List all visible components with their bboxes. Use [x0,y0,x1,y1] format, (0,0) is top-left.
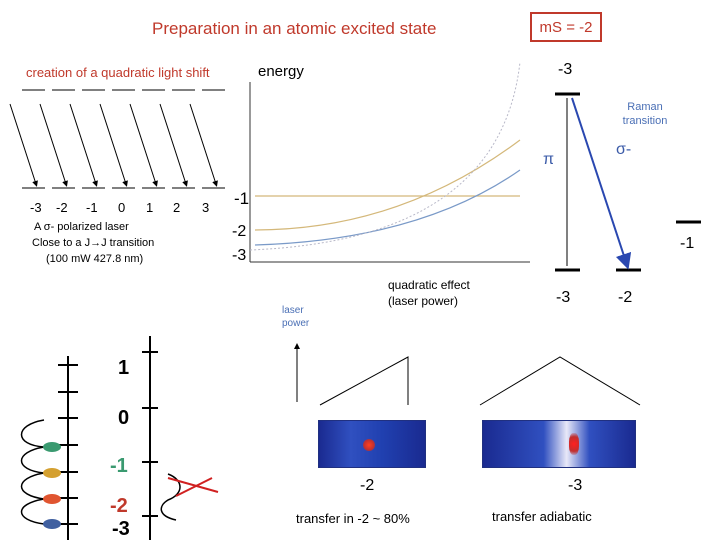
level-top-label: -3 [558,61,573,78]
caption-left: transfer in -2 ~ 80% [296,511,410,526]
ramp-right [480,357,640,405]
absorption-image-right [482,420,636,468]
ladder-label-m2: -2 [110,495,128,517]
red-cross [168,478,218,496]
level-label-0: 0 [118,200,126,215]
image-label-m3: -3 [568,477,583,494]
curve-blue [255,170,520,245]
pi-label: π [543,151,555,168]
absorption-image-left [318,420,426,468]
level-label-m3: -3 [30,200,42,215]
ladder-label-0: 0 [118,407,130,429]
level-label-3: 3 [202,200,210,215]
laser-transitions [10,104,216,184]
sigma-label: σ- [616,141,632,158]
curve-label-m2: -2 [232,223,247,240]
image-label-m2: -2 [360,477,375,494]
raman-label: Raman transition [622,101,668,128]
atom-cloud-right [569,433,579,455]
ladder-label-1: 1 [118,357,130,379]
atom-green [43,442,61,452]
laser-power-label: laser power [282,305,310,329]
laser-desc-1: A σ- polarized laser [34,221,129,233]
page-title: Preparation in an atomic excited state [152,19,437,38]
curve-label-m3: -3 [232,247,247,264]
ramp-left [320,357,408,405]
level-bottom-right-label: -2 [618,289,633,306]
subtitle: creation of a quadratic light shift [26,65,210,80]
atom-red [43,494,61,504]
ladder-label-m1: -1 [110,455,128,477]
laser-desc-2: Close to a J→J transition [32,237,155,249]
energy-label: energy [258,63,304,80]
ladder-label-m3: -3 [112,518,130,540]
caption-right: transfer adiabatic [492,509,592,524]
level-bottom-left-label: -3 [556,289,571,306]
atom-cloud-left [363,439,375,451]
atom-blue [43,519,61,529]
laser-desc-3: (100 mW 427.8 nm) [46,253,144,265]
quadratic-effect-label: quadratic effect (laser power) [388,278,470,308]
level-label-m1: -1 [86,200,98,215]
level-right-label: -1 [680,235,695,252]
curve-label-m1: -1 [234,189,250,208]
atom-orange [43,468,61,478]
curve-gray [250,62,520,250]
level-label-1: 1 [146,200,154,215]
curve-upper [255,140,520,230]
level-label-2: 2 [173,200,181,215]
level-label-m2: -2 [56,200,68,215]
spiral-arrows [22,420,45,524]
ms-label: mS = -2 [539,18,593,36]
